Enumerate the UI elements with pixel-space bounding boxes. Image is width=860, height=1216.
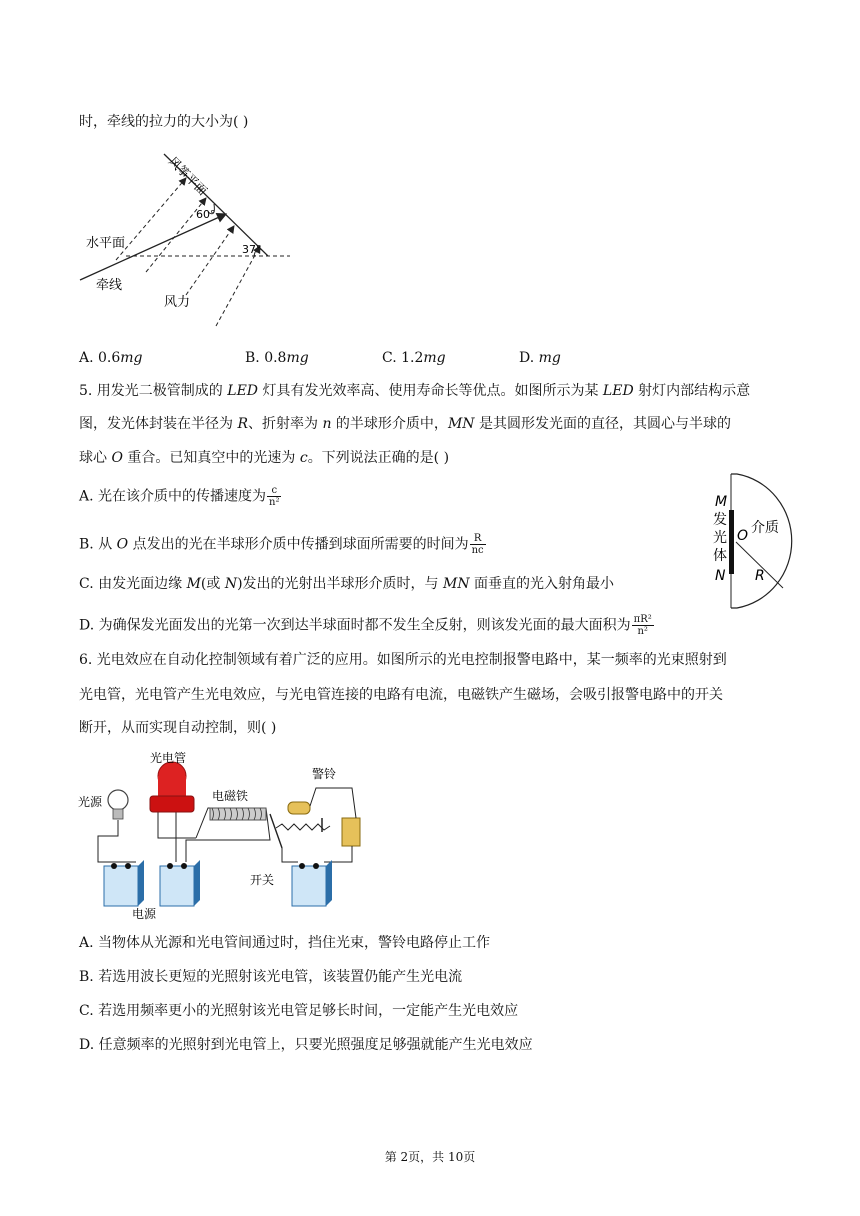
q6-stem-line1: 6. 光电效应在自动化控制领域有着广泛的应用。如图所示的光电控制报警电路中，某一频率的光束照射到: [79, 652, 727, 668]
q6-option-b: B. 若选用波长更短的光照射该光电管，该装置仍能产生光电流: [79, 969, 463, 985]
switch-label: 开关: [250, 873, 275, 887]
q5-option-c: C. 由发光面边缘 M(或 N)发出的光射出半球形介质时，与 MN 面垂直的光入射角最小: [79, 576, 615, 592]
q6-stem-line3: 断开，从而实现自动控制，则( ): [79, 720, 277, 736]
q5-stem-line3: 球心 O 重合。已知真空中的光速为 c。下列说法正确的是( ): [79, 450, 450, 466]
q4-option-a: A. 0.6mg: [79, 350, 143, 366]
label-guang: 光: [713, 530, 727, 546]
q4-option-b: B. 0.8mg: [245, 350, 309, 366]
power-label: 电源: [132, 907, 157, 920]
horizontal-plane-label: 水平面: [86, 236, 126, 251]
q6-option-d: D. 任意频率的光照射到光电管上，只要光照强度足够强就能产生光电效应: [79, 1037, 533, 1053]
page-footer: 第 2页，共 10页: [384, 1150, 476, 1164]
light-source-label: 光源: [78, 795, 103, 809]
label-ti: 体: [713, 548, 727, 564]
string-label: 牵线: [96, 278, 123, 293]
photoelectric-alarm-circuit: [76, 748, 376, 920]
angle-37-label: 37°: [242, 243, 262, 256]
kite-force-diagram: [76, 150, 306, 330]
q4-question-tail: 时，牵线的拉力的大小为( ): [79, 114, 249, 130]
q4-option-c: C. 1.2mg: [382, 350, 446, 366]
bell-label: 警铃: [312, 767, 337, 781]
phototube-label: 光电管: [150, 751, 187, 765]
label-O: O: [737, 528, 749, 544]
q4-option-d: D. mg: [519, 350, 561, 366]
label-M: M: [715, 494, 728, 510]
electromagnet-label: 电磁铁: [212, 789, 249, 803]
kite-plane-label: 风筝平面: [165, 154, 210, 199]
q5-stem-line1: 5. 用发光二极管制成的 LED 灯具有发光效率高、使用寿命长等优点。如图所示为某 LED 射灯内部结构示意: [79, 383, 751, 399]
q5-option-b: B. 从 O 点发出的光在半球形介质中传播到球面所需要的时间为 $\frac{R}{nc}$: [79, 533, 484, 556]
led-hemisphere-diagram: [705, 470, 805, 615]
angle-60-label: 60°: [196, 208, 216, 221]
q6-option-a: A. 当物体从光源和光电管间通过时，挡住光束，警铃电路停止工作: [79, 935, 491, 951]
q6-option-c: C. 若选用频率更小的光照射该光电管足够长时间，一定能产生光电效应: [79, 1003, 519, 1019]
radius-label: R: [755, 568, 765, 584]
label-N: N: [715, 568, 726, 584]
q5-option-a: A. 光在该介质中的传播速度为 $\frac{c}{\text{n²}}$: [79, 485, 280, 508]
medium-label: 介质: [751, 520, 779, 536]
label-fa: 发: [713, 512, 727, 528]
q5-option-d: D. 为确保发光面发出的光第一次到达半球面时都不发生全反射，则该发光面的最大面积为 $\frac{\text{πR²}}{\text{n²}}$: [79, 614, 652, 637]
q6-stem-line2: 光电管，光电管产生光电效应，与光电管连接的电路有电流，电磁铁产生磁场，会吸引报警电路中的开关: [79, 687, 723, 703]
q5-stem-line2: 图，发光体封装在半径为 R、折射率为 n 的半球形介质中，MN 是其圆形发光面的直径，其圆心与半球的: [79, 416, 731, 432]
wind-label: 风力: [164, 295, 191, 310]
